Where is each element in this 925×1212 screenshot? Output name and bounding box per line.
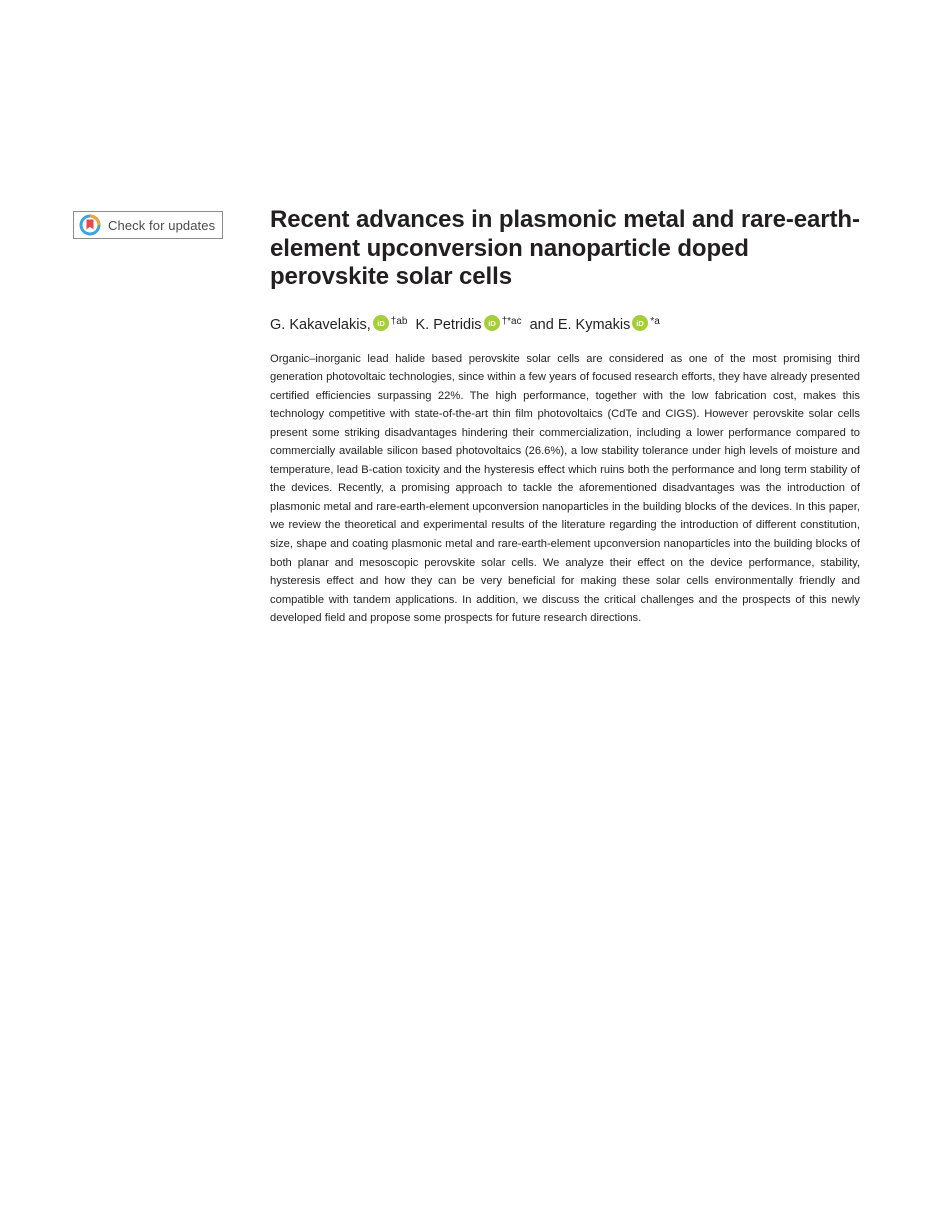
orcid-icon[interactable]: [373, 315, 389, 331]
author-affiliation: *a: [650, 315, 660, 327]
author-name: and E. Kymakis: [529, 316, 631, 333]
orcid-icon[interactable]: [632, 315, 648, 331]
check-for-updates-label: Check for updates: [108, 217, 216, 233]
svg-text:iD: iD: [377, 318, 385, 328]
check-for-updates-icon: [79, 214, 101, 236]
author-name: G. Kakavelakis,: [270, 316, 371, 333]
abstract: Organic–inorganic lead halide based perovskite solar cells are considered as one of the most promising third generation photovoltaic technologies, since within a few years of focused research efforts, they have already presented certified efficiencies surpassing 22%. The high performance, together with the low fabrication cost, makes this technology competitive with state-of-the-art thin film photovoltaics (CdTe and CIGS). However perovskite solar cells present some striking disadvantages hindering their commercialization, including a lower performance compared to commercially available silicon based photovoltaics (26.6%), a low stability tolerance under high levels of moisture and temperature, lead B-cation toxicity and the hysteresis effect which ruins both the performance and long term stability of the devices. Recently, a promising approach to tackle the aforementioned disadvantages was the introduction of plasmonic metal and rare-earth-element upconversion nanoparticles in the building blocks of the devices. In this paper, we review the theoretical and experimental results of the literature regarding the introduction of different constitution, size, shape and coating plasmonic metal and rare-earth-element upconversion nanoparticles into the building blocks of both planar and mesoscopic perovskite solar cells. We analyze their effect on the device performance, stability, hysteresis effect and how they can be very beneficial for making these solar cells environmentally friendly and compatible with tandem applications. In addition, we discuss the critical challenges and the prospects of this newly developed field and propose some prospects for future research directions.: [270, 352, 860, 625]
article-title: Recent advances in plasmonic metal and rare-earth-element upconversion nanoparticle doped perovskite solar cells: [270, 206, 860, 290]
author-affiliation: †ab: [390, 315, 408, 327]
svg-text:iD: iD: [636, 318, 645, 328]
author-name: K. Petridis: [415, 316, 482, 333]
check-for-updates-button[interactable]: [73, 211, 223, 239]
svg-text:iD: iD: [487, 318, 496, 328]
article-header: [270, 206, 860, 639]
orcid-icon[interactable]: [484, 315, 500, 331]
author-affiliation: †*ac: [501, 315, 522, 327]
author-list: [270, 312, 860, 335]
